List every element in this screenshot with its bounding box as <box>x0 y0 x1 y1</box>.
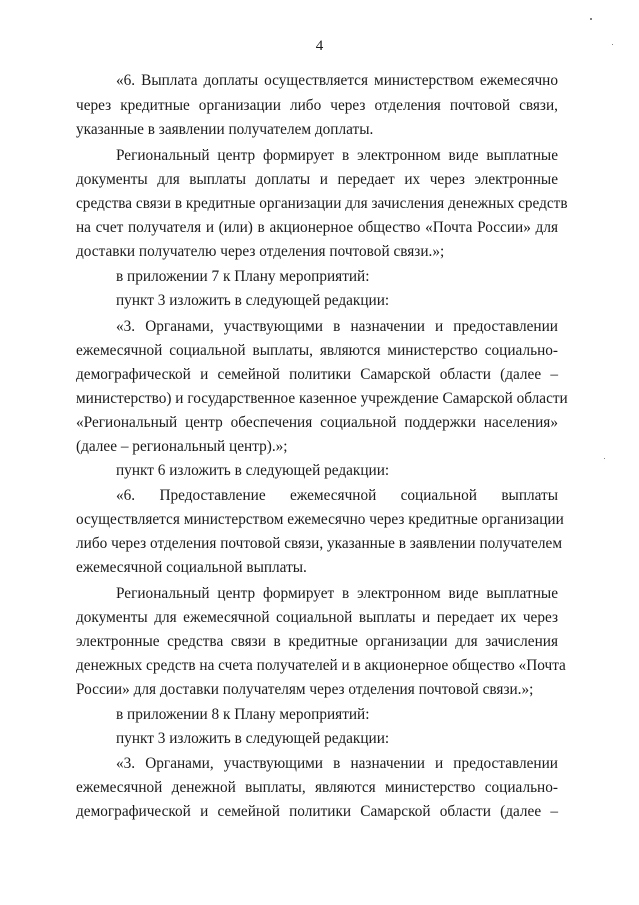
text-line: «3. Органами, участвующими в назначении и предоставлении <box>116 318 558 335</box>
text-line: ежемесячной социальной выплаты, являются министерство социально- <box>76 342 558 359</box>
text-line: России» для доставки получателям через отделения почтовой связи.»; <box>76 681 534 698</box>
text-line: доставки получателю через отделения почтовой связи.»; <box>76 243 445 260</box>
text-line: Региональный центр формирует в электронном виде выплатные <box>116 585 558 602</box>
text-line: ежемесячной денежной выплаты, являются министерство социально- <box>76 779 558 796</box>
text-line: документы для выплаты доплаты и передает их через электронные <box>76 171 558 188</box>
text-line: министерство) и государственное казенное учреждение Самарской области <box>76 390 568 407</box>
text-line: на счет получателя и (или) в акционерное общество «Почта России» для <box>76 219 558 236</box>
scan-speck <box>612 44 613 45</box>
text-line: «3. Органами, участвующими в назначении и предоставлении <box>116 755 558 772</box>
text-line: демографической и семейной политики Самарской области (далее – <box>76 803 558 820</box>
text-line: средства связи в кредитные организации для зачисления денежных средств <box>76 195 568 212</box>
text-line: документы для ежемесячной социальной выплаты и передает их через <box>76 609 558 626</box>
text-line: (далее – региональный центр).»; <box>76 438 288 455</box>
text-line: либо через отделения почтовой связи, указанные в заявлении получателем <box>76 535 563 552</box>
text-line: «6. Выплата доплаты осуществляется министерством ежемесячно <box>116 72 558 89</box>
text-line: денежных средств на счета получателей и в акционерное общество «Почта <box>76 657 566 674</box>
text-line: в приложении 8 к Плану мероприятий: <box>116 706 370 723</box>
text-line: в приложении 7 к Плану мероприятий: <box>116 268 370 285</box>
text-line: «6. Предоставление ежемесячной социальной выплаты <box>116 487 558 504</box>
text-line: ежемесячной социальной выплаты. <box>76 559 307 576</box>
text-line: демографической и семейной политики Самарской области (далее – <box>76 366 558 383</box>
text-line: осуществляется министерством ежемесячно через кредитные организации <box>76 511 564 528</box>
text-line: через кредитные организации либо через отделения почтовой связи, <box>76 97 558 114</box>
text-line: пункт 3 изложить в следующей редакции: <box>116 292 390 309</box>
text-line: пункт 6 изложить в следующей редакции: <box>116 462 390 479</box>
text-line: «Региональный центр обеспечения социальной поддержки населения» <box>76 414 558 431</box>
page-number: 4 <box>315 38 324 54</box>
text-line: пункт 3 изложить в следующей редакции: <box>116 730 390 747</box>
text-line: указанные в заявлении получателем доплаты. <box>76 121 374 138</box>
scan-speck <box>604 458 605 459</box>
scan-speck <box>590 18 592 20</box>
text-line: электронные средства связи в кредитные организации для зачисления <box>76 633 558 650</box>
text-line: Региональный центр формирует в электронном виде выплатные <box>116 147 558 164</box>
